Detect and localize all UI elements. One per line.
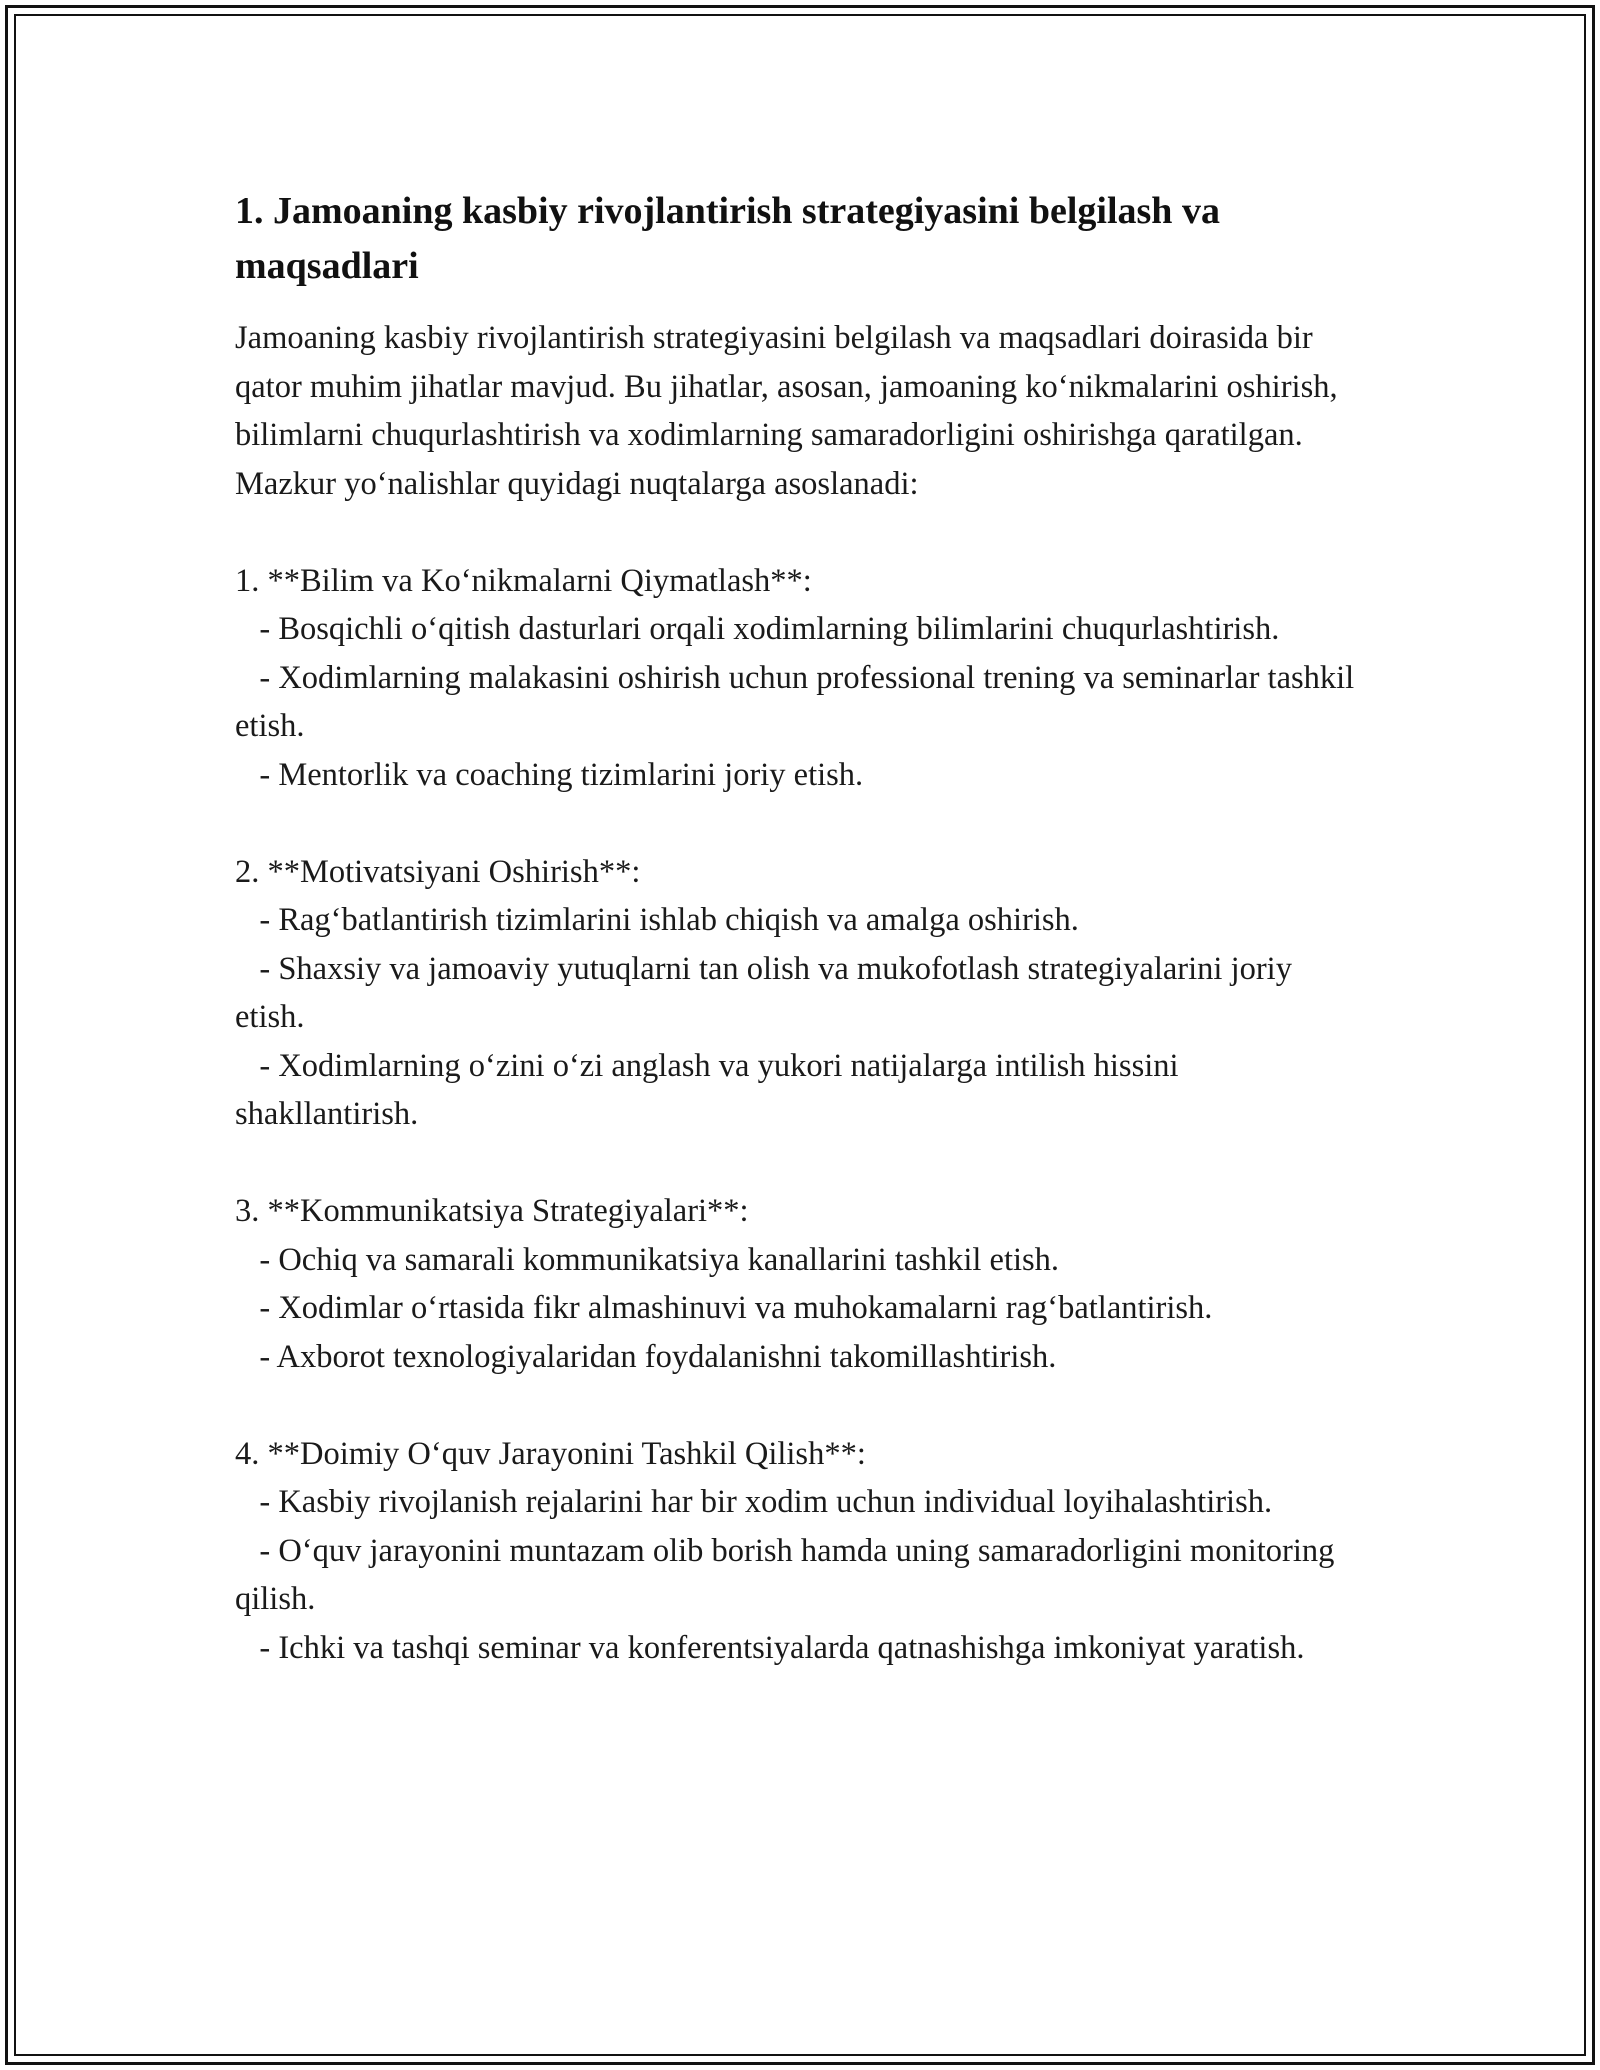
list-item: - Mentorlik va coaching tizimlarini joriy etish. <box>235 756 864 793</box>
list-item: - Bosqichli oʻqitish dasturlari orqali xodimlarning bilimlarini chuqurlashtirish. <box>235 611 1280 647</box>
list-item: - Xodimlarning oʻzini oʻzi anglash va yukori natijalarga intilish hissini shakllantirish. <box>235 1047 1187 1132</box>
list-item: - Xodimlar oʻrtasida fikr almashinuvi va muhokamalarni ragʻbatlantirish. <box>235 1290 1213 1326</box>
list-item: - Shaxsiy va jamoaviy yutuqlarni tan olish va mukofotlash strategiyalarini joriy etish. <box>235 950 1301 1035</box>
section-title: 1. **Bilim va Koʻnikmalarni Qiymatlash**: <box>235 562 812 599</box>
list-item: - Ochiq va samarali kommunikatsiya kanallarini tashkil etish. <box>235 1241 1060 1278</box>
list-item: - Kasbiy rivojlanish rejalarini har bir xodim uchun individual loyihalashtirish. <box>235 1484 1273 1520</box>
section-communication <box>235 1187 1365 1381</box>
section-continuous-learning <box>235 1430 1365 1673</box>
section-knowledge-skills <box>235 557 1365 800</box>
list-item: - Axborot texnologiyalaridan foydalanishni takomillashtirish. <box>235 1338 1057 1375</box>
document-body <box>235 184 1365 1672</box>
section-title: 4. **Doimiy Oʻquv Jarayonini Tashkil Qilish**: <box>235 1435 866 1472</box>
list-item: - Ragʻbatlantirish tizimlarini ishlab chiqish va amalga oshirish. <box>235 902 1079 938</box>
section-title: 3. **Kommunikatsiya Strategiyalari**: <box>235 1193 749 1229</box>
document-heading: 1. Jamoaning kasbiy rivojlantirish strategiyasini belgilash va maqsadlari <box>235 190 1220 287</box>
intro-paragraph: Jamoaning kasbiy rivojlantirish strategiyasini belgilash va maqsadlari doirasida bir qator muhim jihatlar mavjud. Bu jihatlar, asosan, jamoaning koʻnikmalarini oshirish, bilimlarni chuqurlashtirish va xodimlarning samaradorligini oshirishga qaratilgan. Mazkur yoʻnalishlar quyidagi nuqtalarga asoslanadi: <box>235 320 1338 502</box>
section-motivation <box>235 848 1365 1139</box>
section-title: 2. **Motivatsiyani Oshirish**: <box>235 853 641 890</box>
list-item: - Xodimlarning malakasini oshirish uchun professional trening va seminarlar tashkil etish. <box>235 659 1363 744</box>
list-item: - Ichki va tashqi seminar va konferentsiyalarda qatnashishga imkoniyat yaratish. <box>235 1629 1305 1666</box>
list-item: - Oʻquv jarayonini muntazam olib borish hamda uning samaradorligini monitoring qilish. <box>235 1532 1343 1617</box>
